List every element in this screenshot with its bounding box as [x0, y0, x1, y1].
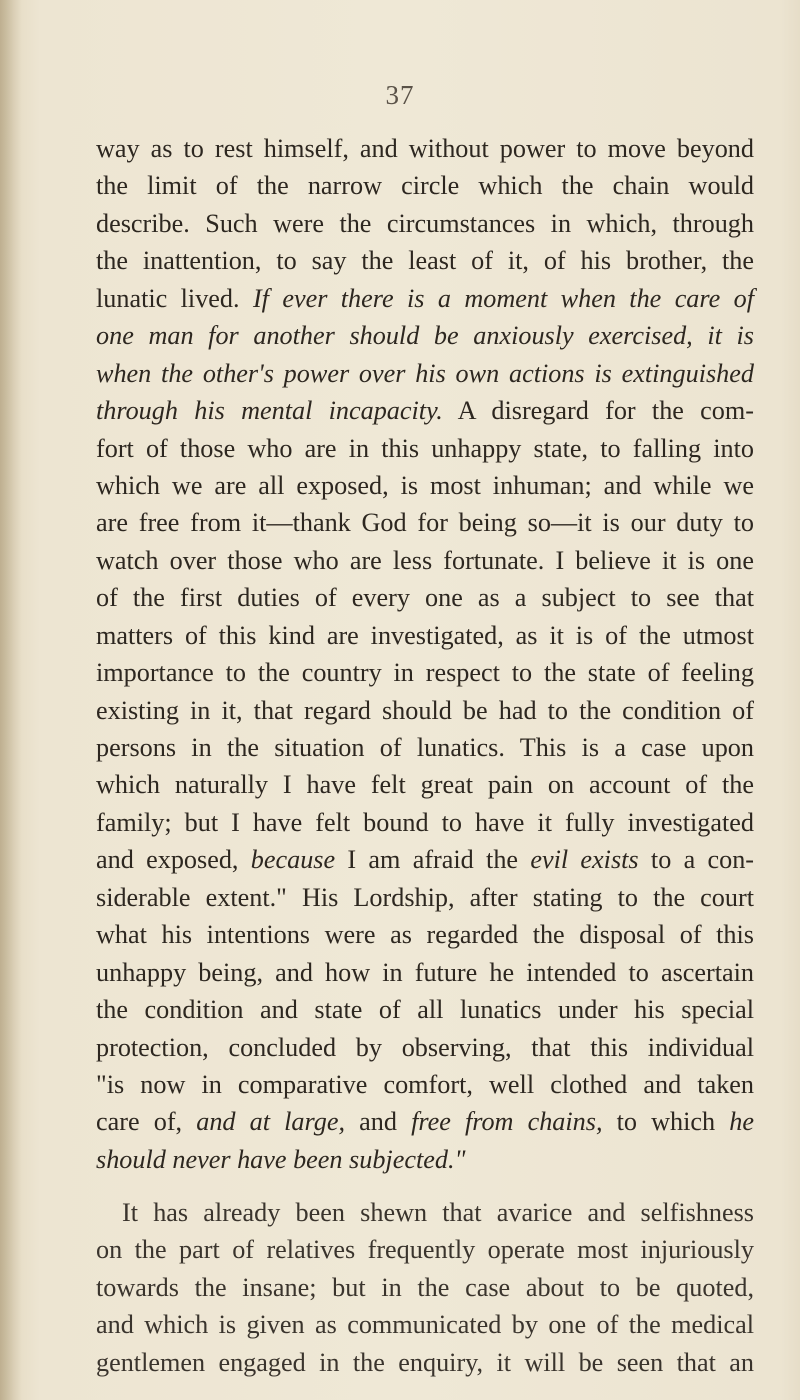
text-line: one man for another should be anxiously exercised, it is [96, 321, 754, 351]
text-line: care of, and at large, and free from chains, to which he [96, 1107, 754, 1137]
text-line: the condition and state of all lunatics under his special [96, 995, 754, 1025]
text-line: of the first duties of every one as a subject to see that [96, 583, 754, 613]
text-line: which naturally I have felt great pain on account of the [96, 770, 754, 800]
text-line: siderable extent." His Lordship, after stating to the court [96, 882, 754, 912]
text-line: way as to rest himself, and without power to move beyond [96, 134, 754, 163]
text-line: when the other's power over his own actions is extinguished [96, 358, 754, 388]
paragraph-1 [96, 130, 754, 1178]
text-line: matters of this kind are investigated, as it is of the utmost [96, 620, 754, 650]
text-line: which we are all exposed, is most inhuman; and while we [96, 470, 754, 500]
paragraph-2 [96, 1194, 754, 1381]
text-line: family; but I have felt bound to have it fully investigated [96, 807, 754, 837]
text-line: are free from it—thank God for being so—it is our duty to [96, 508, 754, 538]
text-line: describe. Such were the circumstances in which, through [96, 208, 754, 238]
text-line: the inattention, to say the least of it, of his brother, the [96, 246, 754, 276]
text-line: importance to the country in respect to the state of feeling [96, 658, 754, 688]
text-line: persons in the situation of lunatics. This is a case upon [96, 733, 754, 762]
text-line: existing in it, that regard should be had to the condition of [96, 695, 754, 725]
page-number: 37 [385, 80, 415, 110]
text-line: "is now in comparative comfort, well clothed and taken [96, 1069, 754, 1099]
text-line: protection, concluded by observing, that this individual [96, 1032, 754, 1062]
text-line: should never have been subjected." [96, 1144, 466, 1174]
text-line: unhappy being, and how in future he intended to ascertain [96, 957, 754, 987]
text-line: through his mental incapacity. A disregard for the com- [96, 396, 754, 426]
text-line: It has already been shewn that avarice and selfishness [122, 1198, 754, 1227]
text-line: on the part of relatives frequently operate most injuriously [96, 1235, 754, 1265]
text-line: and which is given as communicated by one of the medical [96, 1310, 754, 1340]
binding-shadow [0, 0, 22, 1400]
text-line: and exposed, because I am afraid the evil exists to a con- [96, 845, 755, 875]
text-line: watch over those who are less fortunate. I believe it is one [96, 545, 754, 575]
text-line: what his intentions were as regarded the disposal of this [96, 920, 754, 950]
text-line: towards the insane; but in the case about to be quoted, [96, 1272, 754, 1302]
text-line: gentlemen engaged in the enquiry, it will be seen that an [96, 1347, 754, 1377]
text-line: fort of those who are in this unhappy state, to falling into [96, 433, 754, 463]
text-line: lunatic lived. If ever there is a moment when the care of [96, 283, 755, 313]
text-line: the limit of the narrow circle which the chain would [96, 171, 754, 201]
